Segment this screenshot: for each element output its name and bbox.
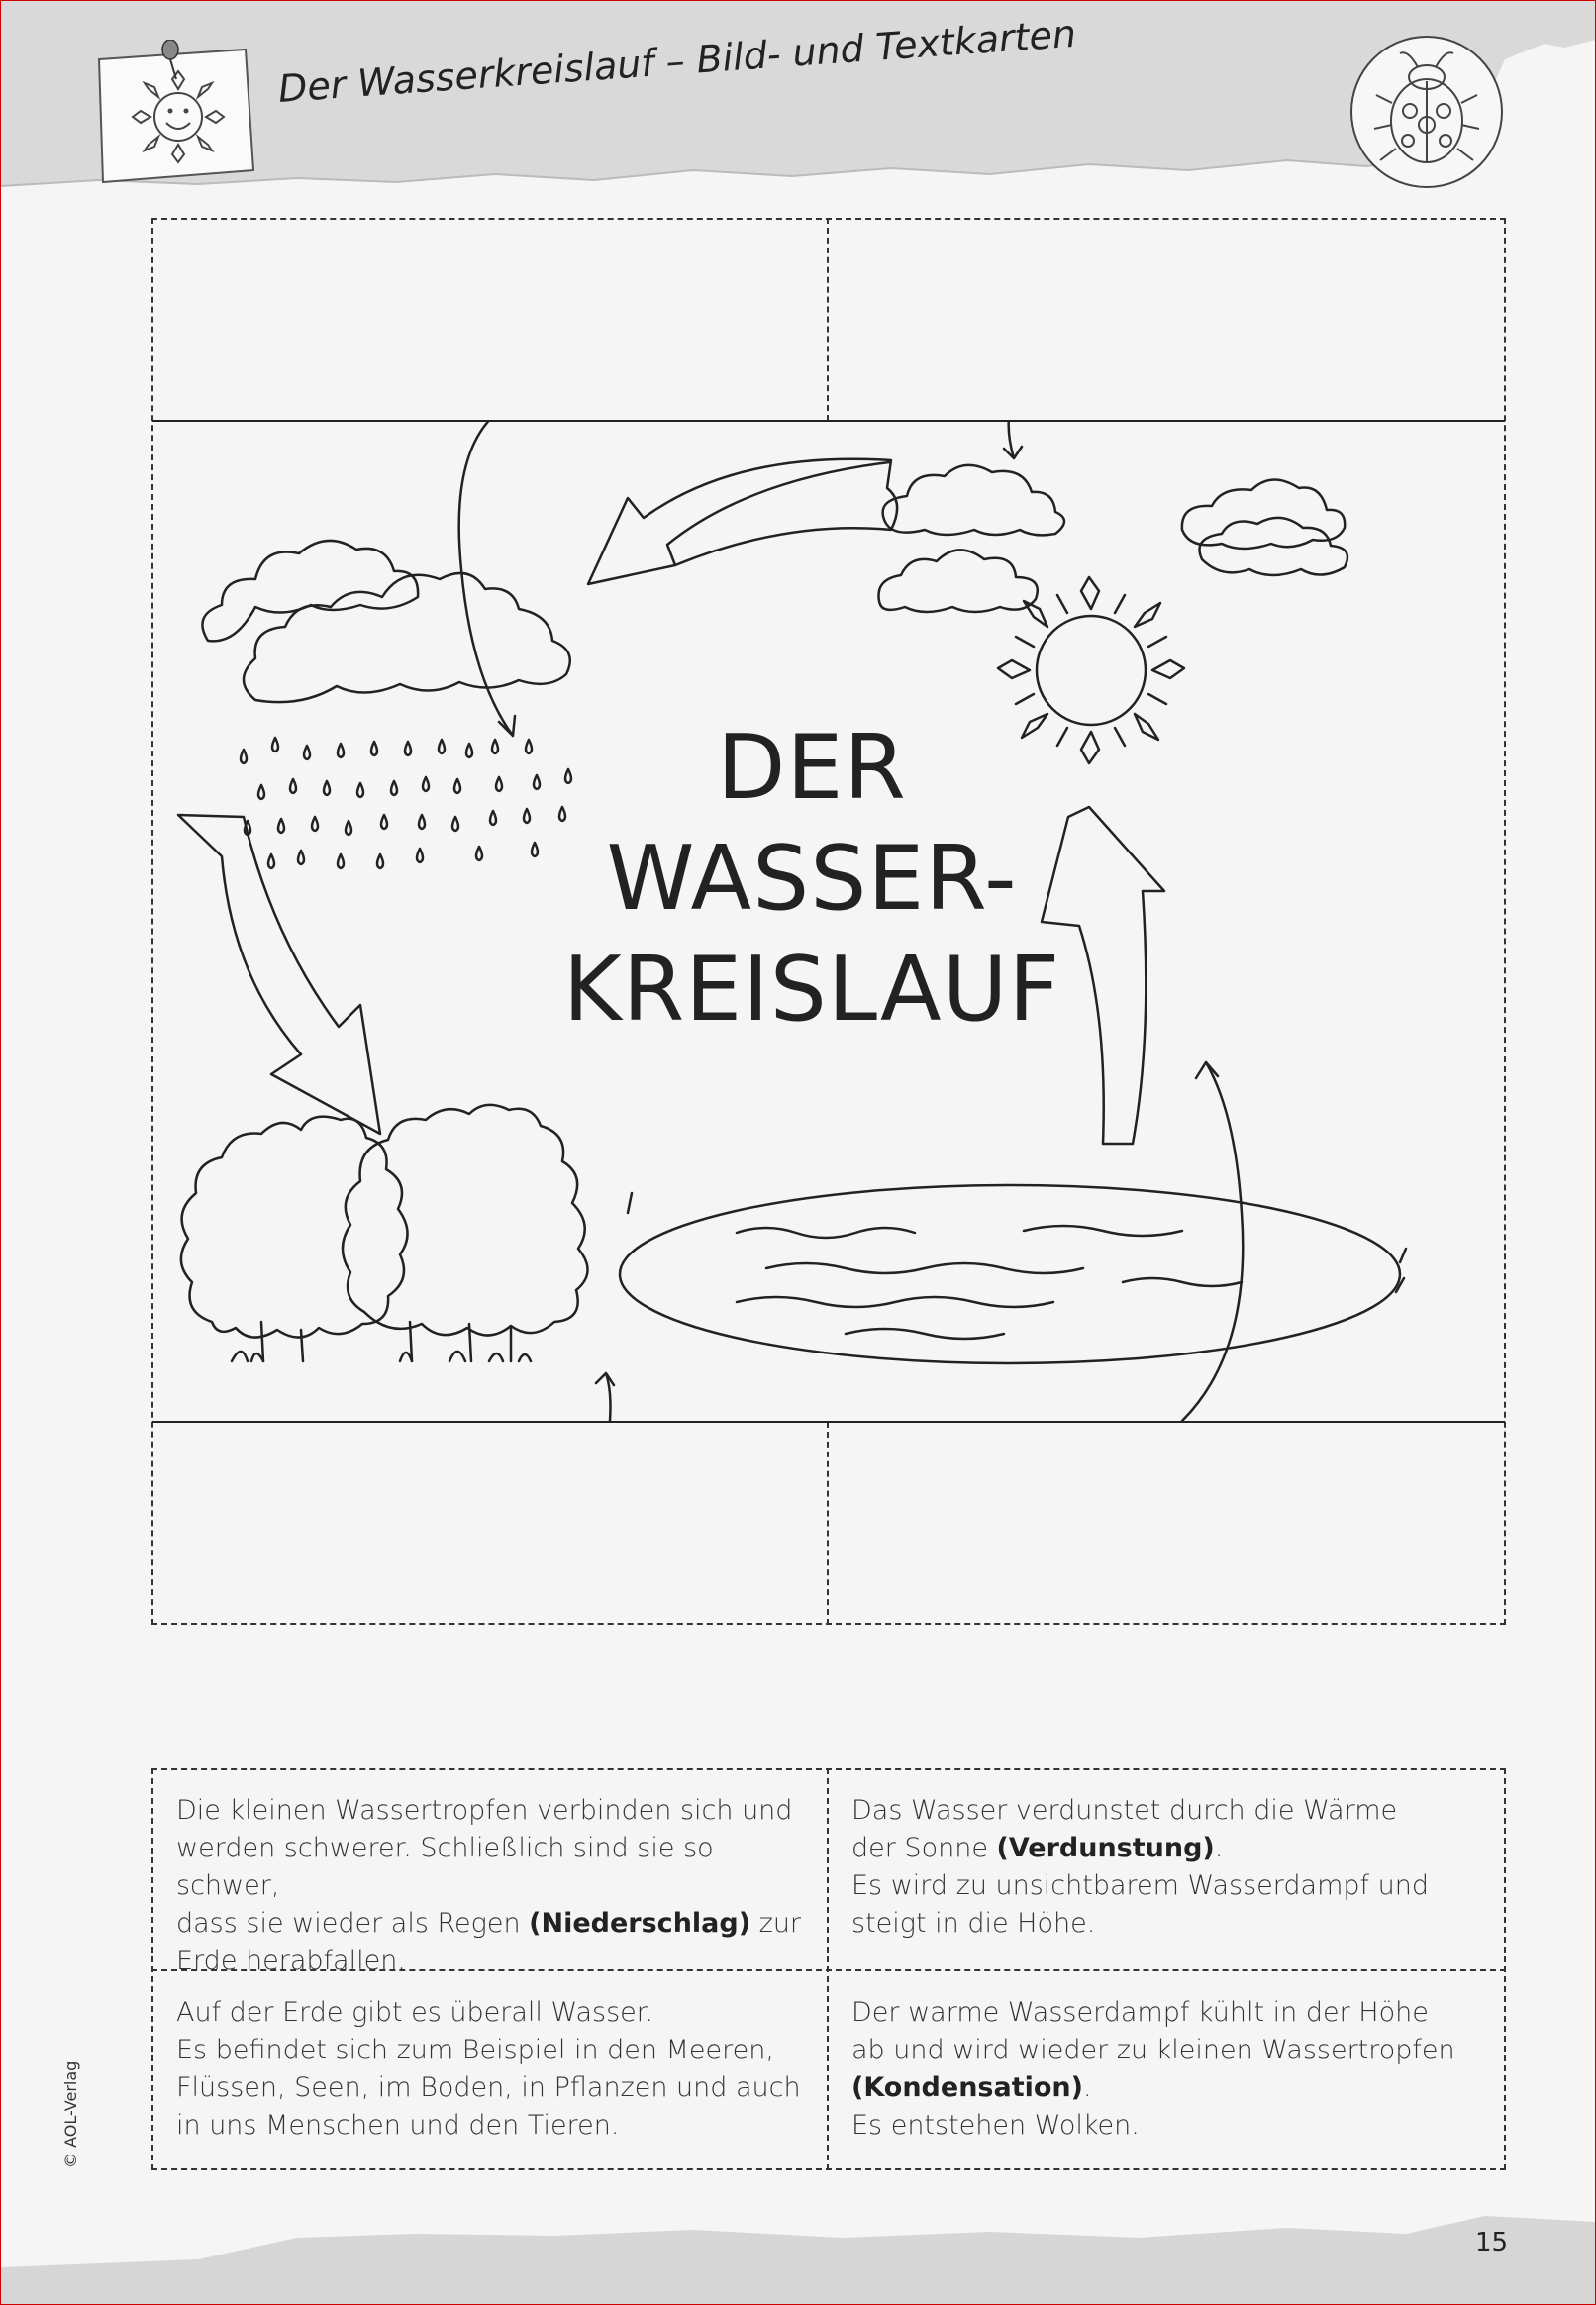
arrow-plant-icon: [596, 1373, 614, 1421]
card-line: Das Wasser verdunstet durch die Wärme: [851, 1795, 1398, 1826]
card-line: Es befindet sich zum Beispiel in den Meeren,: [176, 2035, 774, 2065]
lake-icon: [620, 1185, 1400, 1363]
text-card-wasser-erde: [176, 1994, 820, 2145]
card-line: dass sie wieder als Regen (Niederschlag) zur: [176, 1908, 802, 1939]
card-line: der Sonne (Verdunstung).: [851, 1833, 1224, 1863]
copyright-notice: © AOL-Verlag: [61, 2060, 80, 2168]
arrow-evaporation-icon: [1182, 1062, 1243, 1421]
card-divider-top: [827, 218, 829, 421]
card-line: Flüssen, Seen, im Boden, in Pflanzen und auch: [176, 2072, 801, 2103]
arrow-left-icon: [178, 815, 380, 1134]
arrow-condensation-icon: [459, 421, 515, 736]
card-line: Erde herabfallen.: [176, 1946, 406, 1976]
card-divider-bottom: [827, 1422, 829, 1625]
card-line: steigt in die Höhe.: [851, 1908, 1096, 1939]
illustration-title-line: DER: [717, 716, 907, 820]
illustration-title: [554, 713, 1069, 1046]
card-line: ab und wird wieder zu kleinen Wassertropfen: [851, 2035, 1455, 2065]
bush-icon: [343, 1105, 588, 1336]
text-card-kondensation: [851, 1994, 1495, 2145]
card-line: in uns Menschen und den Tieren.: [176, 2110, 620, 2141]
cloud-icon: [878, 550, 1037, 612]
card-line: Auf der Erde gibt es überall Wasser.: [176, 1997, 653, 2028]
text-card-niederschlag: [176, 1792, 820, 1980]
page-number: 15: [1475, 2228, 1509, 2257]
card-line: Die kleinen Wassertropfen verbinden sich und: [176, 1795, 793, 1826]
card-line: (Kondensation).: [851, 2072, 1092, 2103]
card-line: werden schwerer. Schließlich sind sie so schwer,: [176, 1833, 714, 1901]
cloud-icon: [883, 465, 1064, 535]
bush-icon: [181, 1117, 408, 1338]
illustration-title-line: KREISLAUF: [562, 938, 1061, 1042]
card-line: Der warme Wasserdampf kühlt in der Höhe: [851, 1997, 1429, 2028]
arrow-top-icon: [588, 459, 897, 584]
illustration-bottom-line: [152, 1421, 1505, 1423]
page-title: Der Wasserkreislauf – Bild- und Textkarten: [276, 11, 1078, 111]
rain-cloud-icon: [244, 573, 570, 702]
arrow-cloud-icon: [1004, 421, 1022, 458]
raindrops-icon: [241, 738, 571, 868]
sun-sticky-note-icon: [91, 40, 257, 186]
cloud-icon: [1200, 518, 1347, 575]
torn-paper-footer: [0, 2208, 1596, 2305]
text-card-verdunstung: [851, 1792, 1495, 1943]
card-line: Es wird zu unsichtbarem Wasserdampf und: [851, 1870, 1429, 1901]
ladybug-logo-icon: [1348, 34, 1505, 190]
card-line: Es entstehen Wolken.: [851, 2110, 1140, 2141]
illustration-title-line: WASSER-: [606, 827, 1018, 931]
